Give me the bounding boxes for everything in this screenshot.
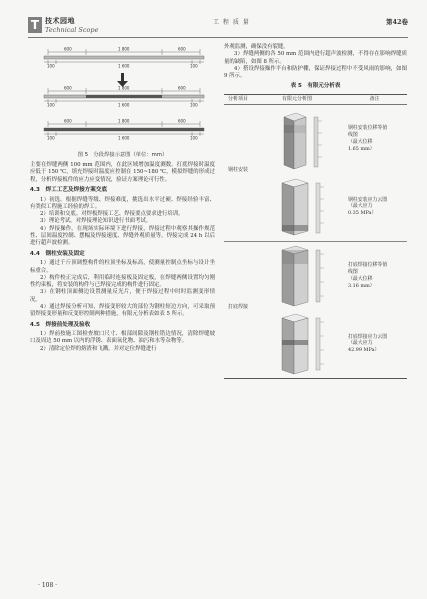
row-note: 钢柱安装位移等值 线图 （最大位移 1.65 mm） (348, 125, 388, 152)
fea-stress-image (252, 310, 342, 378)
group-label: 打底焊接 (228, 303, 249, 310)
paragraph: 4）通过焊接分析可知，焊接变形较大的部位为钢柱短边方向，可采取预留焊接变形量和反变形控制两种措施，有限元分析表如表 5 所示。 (30, 303, 215, 318)
column-title-en: Technical Scope (45, 26, 99, 34)
section-heading-4-3: 4.3 焊工工艺及焊接方案交底 (30, 187, 108, 194)
svg-text:600: 600 (178, 85, 186, 91)
right-column (224, 44, 407, 379)
fea-displacement-image (252, 105, 342, 173)
fea-displacement-image (252, 242, 342, 310)
table-group-root-welding (224, 242, 407, 378)
table-row (224, 105, 407, 173)
paragraph: 3）焊缝两侧的各 50 mm 范围内进行超声波检测，不得存在影响焊缝质量的缺陷，如图 8 所示。 (224, 51, 407, 65)
header-fea-figure: 有限元分析图 (281, 95, 312, 102)
table-row (224, 310, 407, 378)
svg-text:100: 100 (190, 135, 198, 141)
page-number: · 108 · (38, 581, 58, 589)
header-divider (28, 37, 408, 38)
segmented-welding-diagram (30, 44, 215, 150)
table-group-column-install (224, 105, 407, 242)
dim-1600: 1 600 (118, 63, 130, 69)
column-logo: T (28, 17, 42, 33)
svg-text:1 600: 1 600 (118, 102, 130, 108)
paragraph: 外观监测，确保没有裂缝。 (224, 44, 289, 50)
header-analysis-item: 分析项目 (227, 95, 248, 102)
svg-text:600: 600 (64, 85, 72, 91)
table-header-row (224, 95, 407, 105)
table-row (224, 173, 407, 241)
svg-text:100: 100 (190, 102, 198, 108)
column-title-cn: 技术园地 (45, 17, 75, 25)
journal-name: 工 程 质 量 (213, 19, 250, 26)
paragraph: 1）通过千斤顶调整构件的柱顶坐标及标高，使测量控制点坐标与设计坐标重合。 (30, 260, 215, 274)
dim-1800: 1 800 (118, 46, 130, 52)
paragraph: 1）初选。根据焊缝等级、焊接难度，挑选出水平过硬、焊接经验丰富、有类似工程施工经验的焊工。 (30, 196, 215, 210)
fea-table (224, 94, 407, 379)
svg-text:100: 100 (47, 102, 55, 108)
section-heading-4-4: 4.4 钢柱安装及固定 (30, 250, 85, 257)
svg-text:1 600: 1 600 (118, 135, 130, 141)
row-note: 打底焊接位移等值 线图 （最大位移 3.16 mm） (348, 262, 388, 289)
svg-text:600: 600 (64, 118, 72, 124)
table-5-caption: 表 5 有限元分析表 (290, 83, 341, 90)
paragraph: 主要在焊缝两侧 100 mm 范围内，在此区域增加温度测数。打底焊接时温度应低于 150 ℃，填充焊接时温度应控制在 150~180 ℃，模拟焊缝的形成过程，分析焊接板件的应力应变情况，验证方案理论可行性。 (30, 162, 215, 183)
figure-5 (30, 44, 215, 150)
paragraph: 4）搭设焊接操作平台和防护棚，保证焊接过程中不受风雨的影响，如图 9 所示。 (224, 65, 407, 80)
svg-text:100: 100 (47, 135, 55, 141)
figure-5-caption: 图 5 分段焊接示意图（单位：mm） (77, 152, 168, 158)
paragraph: 3）理论考试。对焊接理论知识进行书面考试。 (40, 218, 152, 225)
dim-600-right: 600 (178, 46, 186, 52)
paragraph: 4）焊接操作。在现场实际环境下进行焊接，焊接过程中观察其操作规范性、层间温度控制、摆幅及焊接速度、焊缝外观质量等，焊接完成 24 h 以后进行超声波检测。 (30, 225, 215, 247)
diagram-middle-beam (44, 86, 204, 108)
fea-stress-image (252, 173, 342, 241)
dim-100-right: 100 (190, 63, 198, 69)
volume-number: 第42卷 (385, 18, 408, 26)
row-note: 钢柱安装应力云图 （最大应力 0.35 MPa） (348, 196, 388, 217)
left-column (30, 44, 215, 353)
diagram-bottom-beam (44, 119, 204, 141)
group-label: 钢柱安装 (228, 166, 249, 173)
page-header (28, 17, 408, 39)
header-remarks: 备注 (369, 95, 380, 102)
svg-text:600: 600 (178, 118, 186, 124)
table-row (224, 242, 407, 310)
paragraph: 2）清除定位焊的熔渣和飞溅，并对定位焊缝进行 (40, 345, 157, 352)
paragraph: 2）培训和交底。对焊板焊接工艺、焊接要点要求进行培训。 (40, 211, 184, 218)
diagram-top-beam (44, 47, 204, 69)
paragraph: 3）在钢柱顶面侧边设置测量反光片，便于焊接过程中时时监测变形情况。 (30, 289, 215, 303)
svg-text:1 800: 1 800 (118, 85, 130, 91)
dim-600-left: 600 (64, 46, 72, 52)
section-heading-4-5: 4.5 焊接前处理及验收 (30, 321, 91, 328)
dim-100-left: 100 (47, 63, 55, 69)
row-note: 打底焊接应力云图 （最大应力 42.99 MPa） (348, 333, 388, 354)
paragraph: 2）构件校正完成后，利用临时连接板及固定板，在焊缝两侧设置均匀刚性约束板，将安装的构件与已焊接完成的构件进行固定。 (30, 274, 215, 289)
paragraph: 1）焊前按施工图检查坡口尺寸、根部间隙及钢柱错边情况，清除焊缝坡口及周边 50 mm 以内的浮锈、表面氧化物、油污和水等杂物等。 (30, 331, 215, 345)
svg-text:1 800: 1 800 (118, 118, 130, 124)
